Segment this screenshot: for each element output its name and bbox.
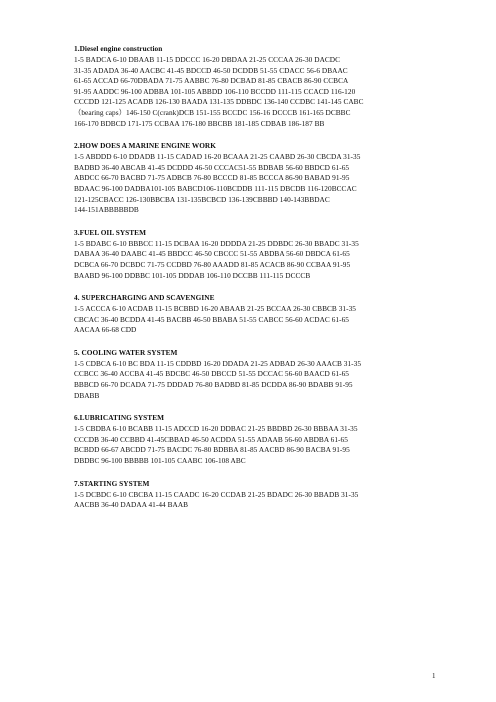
answer-line: BAABD 96-100 DDBBC 101-105 DDDAB 106-110 DCCBB 111-115 DCCCB (74, 270, 311, 280)
section-heading: 7.STARTING SYSTEM (74, 478, 150, 488)
answer-line: 1-5 BDABC 6-10 BBBCC 11-15 DCBAA 16-20 DDDDA 21-25 DDBDC 26-30 BBADC 31-35 (74, 238, 359, 248)
section-starting-system (74, 479, 424, 511)
answer-line: DBDBC 96-100 BBBBB 101-105 CAABC 106-108 ABC (74, 456, 246, 466)
section-lubricating-system (74, 413, 424, 466)
section-heading: 4. SUPERCHARGING AND SCAVENGINE (74, 293, 215, 303)
section-fuel-oil-system (74, 228, 424, 281)
answer-line: CBCAC 36-40 BCDDA 41-45 BACBB 46-50 BBABA 51-55 CABCC 56-60 ACDAC 61-65 (74, 314, 349, 324)
section-diesel-engine-construction (74, 44, 424, 129)
answer-line: ABDCC 66-70 BACBD 71-75 ADBCB 76-80 BCCCD 81-85 BCCCA 86-90 BABAD 91-95 (74, 173, 350, 183)
section-heading: 1.Diesel engine construction (74, 44, 163, 53)
answer-line: BADBD 36-40 ABCAB 41-45 DCDDD 46-50 CCCAC51-55 BDBAB 56-60 BBDCD 61-65 (74, 162, 350, 172)
answer-line: （bearing caps）146-150 C(crank)DCB 151-155 BCCDC 156-16 DCCCB 161-165 DCBBC (74, 107, 351, 117)
answer-key-content (74, 44, 424, 523)
answer-line: 1-5 DCBDC 6-10 CBCBA 11-15 CAADC 16-20 CCDAB 21-25 BDADC 26-30 BBADB 31-35 (74, 489, 359, 499)
section-marine-engine-work (74, 141, 424, 216)
answer-line: AACAA 66-68 CDD (74, 325, 137, 335)
answer-line: CCCDB 36-40 CCBBD 41-45CBBAD 46-50 ACDDA 51-55 ADAAB 56-60 ABDBA 61-65 (74, 434, 348, 444)
answer-line: DABAA 36-40 DAABC 41-45 BBDCC 46-50 CBCCC 51-55 ABDBA 56-60 DBDCA 61-65 (74, 249, 350, 259)
answer-line: 1-5 BADCA 6-10 DBAAB 11-15 DDCCC 16-20 DBDAA 21-25 CCCAA 26-30 DACDC (74, 55, 341, 64)
answer-line: 1-5 CDBCA 6-10 BC BDA 11-15 CDDBD 16-20 DDADA 21-25 ADBAD 26-30 AAACB 31-35 (74, 358, 362, 368)
answer-line: 1-5 ACCCA 6-10 ACDAB 11-15 BCBBD 16-20 ABAAB 21-25 BCCAA 26-30 CBBCB 31-35 (74, 304, 356, 314)
answer-line: 166-170 BDBCD 171-175 CCBAA 176-180 BBCBB 181-185 CDBAB 186-187 BB (74, 118, 325, 128)
answer-line: 91-95 AADDC 96-100 ADBBA 101-105 ABBDD 106-110 BCCDD 111-115 CCACD 116-120 (74, 86, 356, 96)
section-heading: 2.HOW DOES A MARINE ENGINE WORK (74, 141, 216, 151)
answer-line: CCBCC 36-40 ACCBA 41-45 BDCBC 46-50 DBCCD 51-55 DCCAC 56-60 BAACD 61-65 (74, 369, 349, 379)
answer-line: BCBDD 66-67 ABCDD 71-75 BACDC 76-80 BDBBA 81-85 AACBD 86-90 BACBA 91-95 (74, 445, 350, 455)
page-number: 1 (432, 672, 436, 680)
answer-line: 1-5 ABDDD 6-10 DDADB 11-15 CADAD 16-20 BCAAA 21-25 CAABD 26-30 CBCDA 31-35 (74, 152, 361, 162)
section-supercharging-scavenging (74, 293, 424, 336)
section-heading: 3.FUEL OIL SYSTEM (74, 227, 147, 237)
answer-line: 144-151ABBBBBDB (74, 205, 139, 215)
answer-line: CCCDD 121-125 ACADB 126-130 BAADA 131-135 DDBDC 136-140 CCDBC 141-145 CABC (74, 97, 364, 107)
answer-line: 61-65 ACCAD 66-70DBADA 71-75 AABBC 76-80 DCBAD 81-85 CBACB 86-90 CCBCA (74, 76, 349, 86)
answer-line: 1-5 CBDBA 6-10 BCABB 11-15 ADCCD 16-20 DDBAC 21-25 BBDBD 26-30 BBBAA 31-35 (74, 424, 358, 434)
answer-line: DBABB (74, 390, 100, 400)
answer-line: 31-35 ADADA 36-40 AACBC 41-45 BDCCD 46-50 DCDDB 51-55 CDACC 56-6 DBAAC (74, 65, 348, 75)
section-heading: 6.LUBRICATING SYSTEM (74, 413, 165, 423)
section-heading: 5. COOLING WATER SYSTEM (74, 347, 178, 357)
answer-line: 121-125CBACC 126-130BBCBA 131-135BCBCD 136-139CBBBD 140-143BBDAC (74, 194, 330, 204)
section-cooling-water-system (74, 348, 424, 401)
answer-line: DCBCA 66-70 DCBDC 71-75 CCDBD 76-80 AAADD 81-85 ACACB 86-90 CCBAA 91-95 (74, 259, 351, 269)
answer-line: BBBCD 66-70 DCADA 71-75 DDDAD 76-80 BADBD 81-85 DCDDA 86-90 BDABB 91-95 (74, 380, 353, 390)
answer-line: BDAAC 96-100 DADBA101-105 BABCD106-110BCDDB 111-115 DBCDB 116-120BCCAC (74, 183, 357, 193)
answer-line: AACBB 36-40 DADAA 41-44 BAAB (74, 500, 189, 510)
